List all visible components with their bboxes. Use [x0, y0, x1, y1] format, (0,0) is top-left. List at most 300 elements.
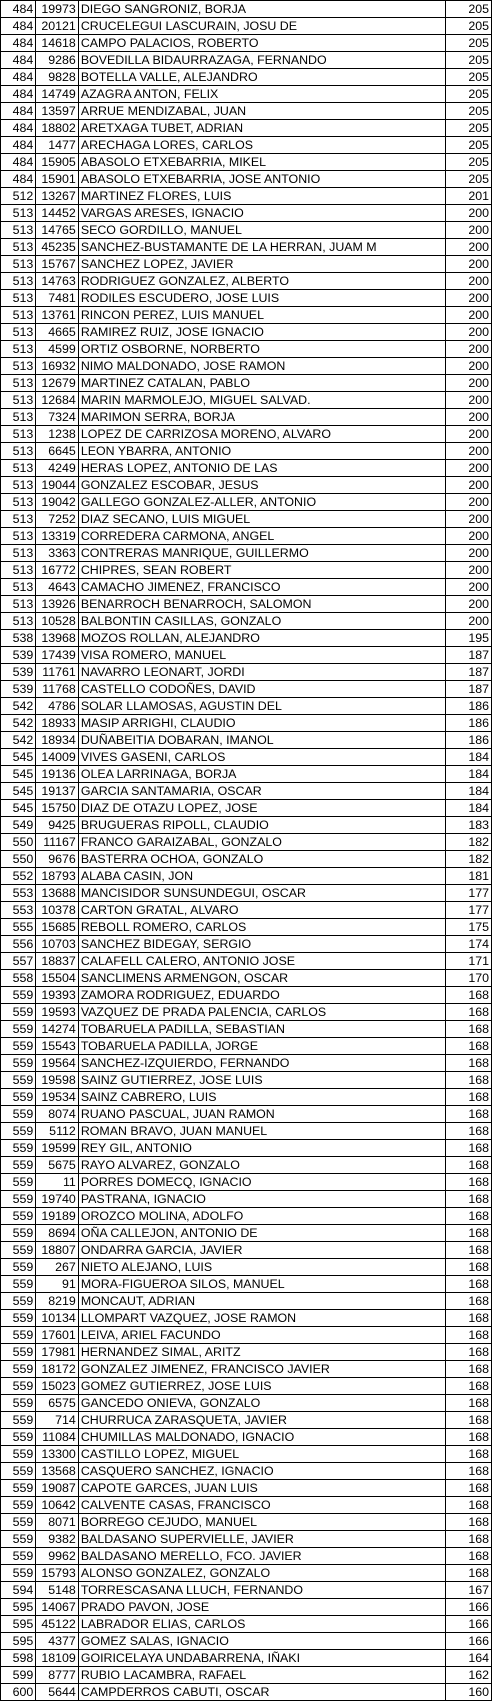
- points-cell: 166: [446, 1599, 492, 1616]
- table-row: [1, 375, 492, 392]
- name-cell: BRUGUERAS RIPOLL, CLAUDIO: [78, 817, 445, 834]
- license-cell: 45235: [36, 239, 79, 256]
- name-cell: CHURRUCA ZARASQUETA, JAVIER: [78, 1412, 445, 1429]
- rank-cell: 559: [1, 1361, 36, 1378]
- table-row: [1, 749, 492, 766]
- points-cell: 168: [446, 1429, 492, 1446]
- license-cell: 14749: [36, 86, 79, 103]
- table-row: [1, 1667, 492, 1684]
- license-cell: 13319: [36, 528, 79, 545]
- name-cell: CAMACHO JIMENEZ, FRANCISCO: [78, 579, 445, 596]
- license-cell: 13300: [36, 1446, 79, 1463]
- rank-cell: 559: [1, 1276, 36, 1293]
- rank-cell: 559: [1, 1531, 36, 1548]
- rank-cell: 559: [1, 1123, 36, 1140]
- table-row: [1, 715, 492, 732]
- name-cell: CASTELLO CODOÑES, DAVID: [78, 681, 445, 698]
- rank-cell: 559: [1, 1208, 36, 1225]
- table-row: [1, 69, 492, 86]
- rank-cell: 594: [1, 1582, 36, 1599]
- rank-cell: 559: [1, 1565, 36, 1582]
- license-cell: 18172: [36, 1361, 79, 1378]
- table-row: [1, 1531, 492, 1548]
- rank-cell: 545: [1, 783, 36, 800]
- name-cell: TOBARUELA PADILLA, SEBASTIAN: [78, 1021, 445, 1038]
- license-cell: 267: [36, 1259, 79, 1276]
- points-cell: 168: [446, 1412, 492, 1429]
- name-cell: SAINZ GUTIERREZ, JOSE LUIS: [78, 1072, 445, 1089]
- license-cell: 4786: [36, 698, 79, 715]
- table-row: [1, 1140, 492, 1157]
- points-cell: 166: [446, 1633, 492, 1650]
- name-cell: ARECHAGA LORES, CARLOS: [78, 137, 445, 154]
- table-row: [1, 766, 492, 783]
- rank-cell: 559: [1, 1004, 36, 1021]
- table-row: [1, 800, 492, 817]
- license-cell: 8777: [36, 1667, 79, 1684]
- rank-cell: 513: [1, 443, 36, 460]
- name-cell: MARTINEZ CATALAN, PABLO: [78, 375, 445, 392]
- license-cell: 12684: [36, 392, 79, 409]
- license-cell: 13968: [36, 630, 79, 647]
- license-cell: 1477: [36, 137, 79, 154]
- points-cell: 168: [446, 987, 492, 1004]
- points-cell: 200: [446, 409, 492, 426]
- rank-cell: 553: [1, 902, 36, 919]
- name-cell: DIAZ SECANO, LUIS MIGUEL: [78, 511, 445, 528]
- name-cell: SOLAR LLAMOSAS, AGUSTIN DEL: [78, 698, 445, 715]
- table-row: [1, 1310, 492, 1327]
- license-cell: 11167: [36, 834, 79, 851]
- points-cell: 200: [446, 511, 492, 528]
- license-cell: 91: [36, 1276, 79, 1293]
- rank-cell: 513: [1, 494, 36, 511]
- points-cell: 168: [446, 1395, 492, 1412]
- name-cell: CAPOTE GARCES, JUAN LUIS: [78, 1480, 445, 1497]
- license-cell: 15750: [36, 800, 79, 817]
- license-cell: 19136: [36, 766, 79, 783]
- table-row: [1, 1089, 492, 1106]
- table-row: [1, 545, 492, 562]
- license-cell: 13688: [36, 885, 79, 902]
- name-cell: RAYO ALVAREZ, GONZALO: [78, 1157, 445, 1174]
- license-cell: 13267: [36, 188, 79, 205]
- license-cell: 15023: [36, 1378, 79, 1395]
- name-cell: GANCEDO ONIEVA, GONZALO: [78, 1395, 445, 1412]
- table-row: [1, 1293, 492, 1310]
- rank-cell: 549: [1, 817, 36, 834]
- license-cell: 15543: [36, 1038, 79, 1055]
- table-row: [1, 1344, 492, 1361]
- rank-cell: 513: [1, 596, 36, 613]
- rank-cell: 542: [1, 732, 36, 749]
- name-cell: CARTON GRATAL, ALVARO: [78, 902, 445, 919]
- table-row: [1, 681, 492, 698]
- name-cell: SANCHEZ-BUSTAMANTE DE LA HERRAN, JUAM M: [78, 239, 445, 256]
- name-cell: ROMAN BRAVO, JUAN MANUEL: [78, 1123, 445, 1140]
- points-cell: 168: [446, 1208, 492, 1225]
- points-cell: 205: [446, 120, 492, 137]
- table-row: [1, 1565, 492, 1582]
- table-row: [1, 1259, 492, 1276]
- table-row: [1, 1650, 492, 1667]
- rank-cell: 559: [1, 1089, 36, 1106]
- name-cell: BALDASANO MERELLO, FCO. JAVIER: [78, 1548, 445, 1565]
- license-cell: 9286: [36, 52, 79, 69]
- table-row: [1, 511, 492, 528]
- rank-cell: 559: [1, 1038, 36, 1055]
- rank-cell: 559: [1, 1497, 36, 1514]
- rank-cell: 484: [1, 86, 36, 103]
- license-cell: 19593: [36, 1004, 79, 1021]
- license-cell: 9425: [36, 817, 79, 834]
- table-row: [1, 18, 492, 35]
- rank-cell: 513: [1, 545, 36, 562]
- license-cell: 14067: [36, 1599, 79, 1616]
- license-cell: 5644: [36, 1684, 79, 1701]
- points-cell: 183: [446, 817, 492, 834]
- license-cell: 10134: [36, 1310, 79, 1327]
- license-cell: 4599: [36, 341, 79, 358]
- name-cell: SANCHEZ-IZQUIERDO, FERNANDO: [78, 1055, 445, 1072]
- points-cell: 181: [446, 868, 492, 885]
- name-cell: VIVES GASENI, CARLOS: [78, 749, 445, 766]
- points-cell: 200: [446, 528, 492, 545]
- points-cell: 168: [446, 1106, 492, 1123]
- rank-cell: 513: [1, 239, 36, 256]
- license-cell: 18802: [36, 120, 79, 137]
- rank-cell: 513: [1, 256, 36, 273]
- points-cell: 184: [446, 766, 492, 783]
- rank-cell: 513: [1, 205, 36, 222]
- points-cell: 200: [446, 392, 492, 409]
- name-cell: MOZOS ROLLAN, ALEJANDRO: [78, 630, 445, 647]
- points-cell: 200: [446, 545, 492, 562]
- license-cell: 3363: [36, 545, 79, 562]
- rank-cell: 559: [1, 1310, 36, 1327]
- license-cell: 11768: [36, 681, 79, 698]
- name-cell: VISA ROMERO, MANUEL: [78, 647, 445, 664]
- name-cell: CALAFELL CALERO, ANTONIO JOSE: [78, 953, 445, 970]
- table-row: [1, 596, 492, 613]
- points-cell: 168: [446, 1531, 492, 1548]
- license-cell: 10378: [36, 902, 79, 919]
- rank-cell: 513: [1, 613, 36, 630]
- name-cell: MARTINEZ FLORES, LUIS: [78, 188, 445, 205]
- name-cell: SANCHEZ LOPEZ, JAVIER: [78, 256, 445, 273]
- rank-cell: 559: [1, 1021, 36, 1038]
- name-cell: NIMO MALDONADO, JOSE RAMON: [78, 358, 445, 375]
- rank-cell: 552: [1, 868, 36, 885]
- name-cell: RUBIO LACAMBRA, RAFAEL: [78, 1667, 445, 1684]
- table-row: [1, 1412, 492, 1429]
- table-row: [1, 103, 492, 120]
- table-row: [1, 1191, 492, 1208]
- points-cell: 168: [446, 1191, 492, 1208]
- rank-cell: 559: [1, 1378, 36, 1395]
- table-row: [1, 154, 492, 171]
- license-cell: 14618: [36, 35, 79, 52]
- rank-cell: 513: [1, 341, 36, 358]
- name-cell: PRADO PAVON, JOSE: [78, 1599, 445, 1616]
- points-cell: 168: [446, 1242, 492, 1259]
- points-cell: 200: [446, 256, 492, 273]
- table-row: [1, 1004, 492, 1021]
- license-cell: 14452: [36, 205, 79, 222]
- name-cell: GONZALEZ ESCOBAR, JESUS: [78, 477, 445, 494]
- name-cell: MARIN MARMOLEJO, MIGUEL SALVAD.: [78, 392, 445, 409]
- license-cell: 18807: [36, 1242, 79, 1259]
- rank-cell: 559: [1, 1446, 36, 1463]
- name-cell: RODRIGUEZ GONZALEZ, ALBERTO: [78, 273, 445, 290]
- table-row: [1, 324, 492, 341]
- name-cell: SANCHEZ BIDEGAY, SERGIO: [78, 936, 445, 953]
- table-row: [1, 817, 492, 834]
- rank-cell: 550: [1, 851, 36, 868]
- rank-cell: 559: [1, 1327, 36, 1344]
- table-row: [1, 460, 492, 477]
- table-row: [1, 613, 492, 630]
- points-cell: 168: [446, 1514, 492, 1531]
- license-cell: 7481: [36, 290, 79, 307]
- points-cell: 200: [446, 375, 492, 392]
- points-cell: 168: [446, 1361, 492, 1378]
- points-cell: 168: [446, 1378, 492, 1395]
- license-cell: 17981: [36, 1344, 79, 1361]
- name-cell: CASTILLO LOPEZ, MIGUEL: [78, 1446, 445, 1463]
- rank-cell: 559: [1, 1225, 36, 1242]
- table-row: [1, 970, 492, 987]
- table-row: [1, 1616, 492, 1633]
- license-cell: 19740: [36, 1191, 79, 1208]
- name-cell: PORRES DOMECQ, IGNACIO: [78, 1174, 445, 1191]
- points-cell: 177: [446, 885, 492, 902]
- name-cell: CORREDERA CARMONA, ANGEL: [78, 528, 445, 545]
- points-cell: 200: [446, 460, 492, 477]
- rank-cell: 513: [1, 579, 36, 596]
- rank-cell: 513: [1, 426, 36, 443]
- name-cell: DUÑABEITIA DOBARAN, IMANOL: [78, 732, 445, 749]
- table-row: [1, 273, 492, 290]
- license-cell: 9962: [36, 1548, 79, 1565]
- points-cell: 200: [446, 341, 492, 358]
- table-row: [1, 205, 492, 222]
- rank-cell: 595: [1, 1633, 36, 1650]
- name-cell: LEIVA, ARIEL FACUNDO: [78, 1327, 445, 1344]
- license-cell: 10703: [36, 936, 79, 953]
- points-cell: 168: [446, 1344, 492, 1361]
- rank-cell: 484: [1, 52, 36, 69]
- name-cell: CHUMILLAS MALDONADO, IGNACIO: [78, 1429, 445, 1446]
- table-row: [1, 1361, 492, 1378]
- rank-cell: 513: [1, 222, 36, 239]
- table-row: [1, 1548, 492, 1565]
- table-row: [1, 1395, 492, 1412]
- table-row: [1, 732, 492, 749]
- name-cell: GOMEZ GUTIERREZ, JOSE LUIS: [78, 1378, 445, 1395]
- table-row: [1, 409, 492, 426]
- rank-cell: 559: [1, 1174, 36, 1191]
- license-cell: 11084: [36, 1429, 79, 1446]
- table-row: [1, 52, 492, 69]
- license-cell: 13568: [36, 1463, 79, 1480]
- license-cell: 5112: [36, 1123, 79, 1140]
- name-cell: ABASOLO ETXEBARRIA, MIKEL: [78, 154, 445, 171]
- points-cell: 168: [446, 1072, 492, 1089]
- rank-cell: 600: [1, 1684, 36, 1701]
- points-cell: 182: [446, 851, 492, 868]
- license-cell: 13761: [36, 307, 79, 324]
- rank-cell: 595: [1, 1616, 36, 1633]
- license-cell: 15793: [36, 1565, 79, 1582]
- table-row: [1, 307, 492, 324]
- rank-cell: 559: [1, 1514, 36, 1531]
- license-cell: 17601: [36, 1327, 79, 1344]
- rank-cell: 545: [1, 800, 36, 817]
- name-cell: LABRADOR ELIAS, CARLOS: [78, 1616, 445, 1633]
- name-cell: OLEA LARRINAGA, BORJA: [78, 766, 445, 783]
- license-cell: 5675: [36, 1157, 79, 1174]
- rank-cell: 559: [1, 1157, 36, 1174]
- rank-cell: 559: [1, 1395, 36, 1412]
- rank-cell: 513: [1, 324, 36, 341]
- table-row: [1, 120, 492, 137]
- table-row: [1, 647, 492, 664]
- rank-cell: 484: [1, 120, 36, 137]
- rank-cell: 512: [1, 188, 36, 205]
- points-cell: 170: [446, 970, 492, 987]
- table-row: [1, 1327, 492, 1344]
- table-row: [1, 1684, 492, 1701]
- points-cell: 168: [446, 1497, 492, 1514]
- name-cell: AZAGRA ANTON, FELIX: [78, 86, 445, 103]
- table-row: [1, 630, 492, 647]
- name-cell: BENARROCH BENARROCH, SALOMON: [78, 596, 445, 613]
- table-row: [1, 1599, 492, 1616]
- table-row: [1, 1633, 492, 1650]
- table-row: [1, 290, 492, 307]
- points-cell: 168: [446, 1225, 492, 1242]
- points-cell: 200: [446, 426, 492, 443]
- name-cell: TORRESCASANA LLUCH, FERNANDO: [78, 1582, 445, 1599]
- points-cell: 205: [446, 52, 492, 69]
- rank-cell: 484: [1, 154, 36, 171]
- rank-cell: 484: [1, 103, 36, 120]
- points-cell: 200: [446, 443, 492, 460]
- points-cell: 168: [446, 1446, 492, 1463]
- rank-cell: 513: [1, 375, 36, 392]
- name-cell: TOBARUELA PADILLA, JORGE: [78, 1038, 445, 1055]
- license-cell: 4665: [36, 324, 79, 341]
- points-cell: 168: [446, 1089, 492, 1106]
- rank-cell: 513: [1, 409, 36, 426]
- rank-cell: 513: [1, 290, 36, 307]
- rank-cell: 484: [1, 35, 36, 52]
- license-cell: 19598: [36, 1072, 79, 1089]
- rank-cell: 557: [1, 953, 36, 970]
- rank-cell: 559: [1, 1463, 36, 1480]
- rank-cell: 484: [1, 69, 36, 86]
- points-cell: 164: [446, 1650, 492, 1667]
- points-cell: 200: [446, 205, 492, 222]
- table-row: [1, 562, 492, 579]
- name-cell: ALONSO GONZALEZ, GONZALO: [78, 1565, 445, 1582]
- rank-cell: 513: [1, 460, 36, 477]
- points-cell: 200: [446, 222, 492, 239]
- license-cell: 10642: [36, 1497, 79, 1514]
- rank-cell: 559: [1, 1072, 36, 1089]
- name-cell: LLOMPART VAZQUEZ, JOSE RAMON: [78, 1310, 445, 1327]
- rank-cell: 484: [1, 18, 36, 35]
- points-cell: 187: [446, 647, 492, 664]
- name-cell: MANCISIDOR SUNSUNDEGUI, OSCAR: [78, 885, 445, 902]
- name-cell: ORTIZ OSBORNE, NORBERTO: [78, 341, 445, 358]
- license-cell: 7324: [36, 409, 79, 426]
- table-row: [1, 1514, 492, 1531]
- table-row: [1, 137, 492, 154]
- table-row: [1, 1174, 492, 1191]
- table-row: [1, 834, 492, 851]
- points-cell: 200: [446, 579, 492, 596]
- rank-cell: 545: [1, 766, 36, 783]
- points-cell: 168: [446, 1463, 492, 1480]
- points-cell: 168: [446, 1565, 492, 1582]
- table-row: [1, 1123, 492, 1140]
- license-cell: 6645: [36, 443, 79, 460]
- name-cell: MARIMON SERRA, BORJA: [78, 409, 445, 426]
- license-cell: 9382: [36, 1531, 79, 1548]
- license-cell: 19087: [36, 1480, 79, 1497]
- points-cell: 168: [446, 1293, 492, 1310]
- license-cell: 19599: [36, 1140, 79, 1157]
- table-row: [1, 1, 492, 18]
- name-cell: ONDARRA GARCIA, JAVIER: [78, 1242, 445, 1259]
- points-cell: 200: [446, 324, 492, 341]
- name-cell: BALBONTIN CASILLAS, GONZALO: [78, 613, 445, 630]
- table-row: [1, 664, 492, 681]
- rank-cell: 559: [1, 987, 36, 1004]
- table-row: [1, 341, 492, 358]
- name-cell: FRANCO GARAIZABAL, GONZALO: [78, 834, 445, 851]
- rank-cell: 542: [1, 698, 36, 715]
- points-cell: 168: [446, 1157, 492, 1174]
- name-cell: NIETO ALEJANO, LUIS: [78, 1259, 445, 1276]
- license-cell: 16932: [36, 358, 79, 375]
- table-row: [1, 1582, 492, 1599]
- points-cell: 187: [446, 664, 492, 681]
- ranking-table-body: [1, 1, 492, 1701]
- points-cell: 168: [446, 1038, 492, 1055]
- table-row: [1, 1429, 492, 1446]
- rank-cell: 598: [1, 1650, 36, 1667]
- license-cell: 15504: [36, 970, 79, 987]
- name-cell: CRUCELEGUI LASCURAIN, JOSU DE: [78, 18, 445, 35]
- name-cell: VAZQUEZ DE PRADA PALENCIA, CARLOS: [78, 1004, 445, 1021]
- license-cell: 10528: [36, 613, 79, 630]
- table-row: [1, 171, 492, 188]
- table-row: [1, 358, 492, 375]
- name-cell: DIAZ DE OTAZU LOPEZ, JOSE: [78, 800, 445, 817]
- license-cell: 18793: [36, 868, 79, 885]
- name-cell: MONCAUT, ADRIAN: [78, 1293, 445, 1310]
- points-cell: 200: [446, 477, 492, 494]
- name-cell: OÑA CALLEJON, ANTONIO DE: [78, 1225, 445, 1242]
- name-cell: GARCIA SANTAMARIA, OSCAR: [78, 783, 445, 800]
- name-cell: HERAS LOPEZ, ANTONIO DE LAS: [78, 460, 445, 477]
- name-cell: SAINZ CABRERO, LUIS: [78, 1089, 445, 1106]
- rank-cell: 595: [1, 1599, 36, 1616]
- name-cell: RAMIREZ RUIZ, JOSE IGNACIO: [78, 324, 445, 341]
